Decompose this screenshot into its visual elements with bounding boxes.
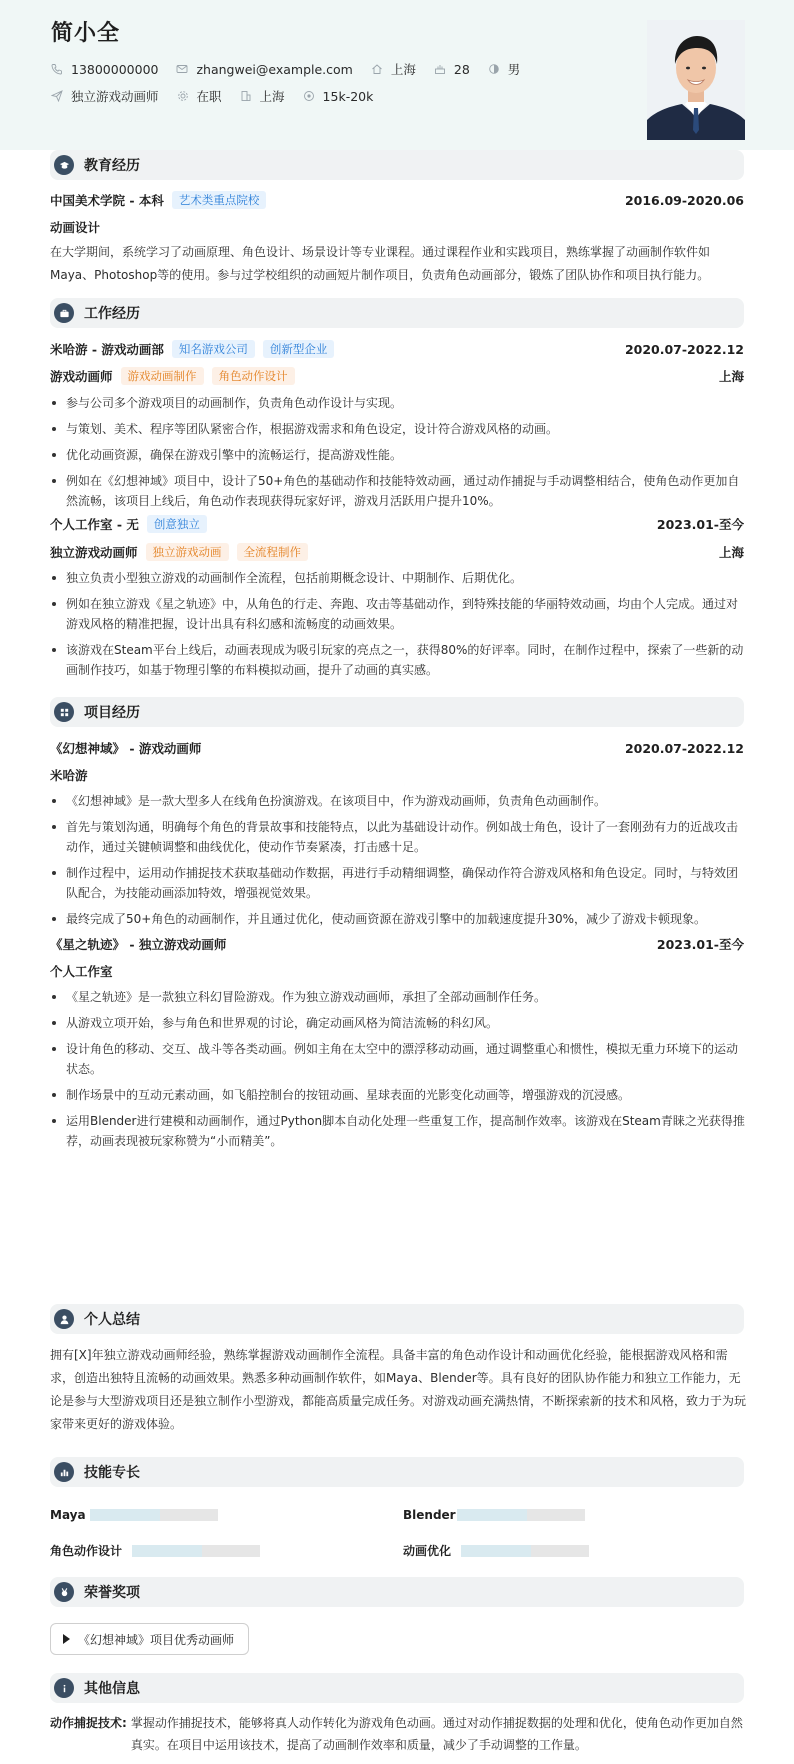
role-tag: 全流程制作 (237, 543, 309, 561)
work-location: 上海 (718, 369, 744, 384)
city-item (371, 60, 416, 78)
project-bullets-1 (50, 791, 746, 935)
skill-name: 角色动作设计 (50, 1544, 123, 1558)
education-desc: 在大学期间，系统学习了动画原理、角色设计、场景设计等专业课程。通过课程作业和实践项目，熟练掌握了动画制作软件如Maya、Photoshop等的使用。参与过学校组织的动画短片制作项目，负责角色动画部分，锻炼了团队协作和项目执行能力。 (50, 245, 711, 282)
section-title: 工作经历 (84, 306, 140, 322)
section-title: 项目经历 (84, 705, 140, 721)
skill-bar-fill (457, 1509, 527, 1521)
work-row-1 (50, 340, 744, 358)
building-icon (240, 90, 252, 102)
skill-bar (457, 1509, 585, 1521)
project-title: 《星之轨迹》 - 独立游戏动画师 (50, 937, 227, 952)
skill-name: Blender (403, 1508, 456, 1522)
medal-icon (54, 1582, 74, 1602)
major: 动画设计 (50, 220, 101, 235)
other-label: 动作捕捉技术: (50, 1716, 127, 1730)
phone-icon (51, 63, 63, 75)
work-date: 2023.01-至今 (656, 517, 744, 532)
list-item: 独立负责小型独立游戏的动画制作全流程，包括前期概念设计、中期制作、后期优化。 (50, 568, 746, 588)
company-name: 米哈游 - 游戏动画部 (50, 342, 164, 357)
section-other (50, 1673, 744, 1703)
section-title: 技能专长 (84, 1465, 140, 1481)
role-tag: 独立游戏动画 (146, 543, 229, 561)
award-item[interactable] (50, 1623, 249, 1655)
education-date: 2016.09-2020.06 (624, 192, 744, 208)
list-item: 从游戏立项开始，参与角色和世界观的讨论，确定动画风格为简洁流畅的科幻风。 (50, 1013, 746, 1033)
email-text[interactable]: zhangwei@example.com (196, 61, 353, 77)
work-role-row-2 (50, 543, 744, 561)
section-awards (50, 1577, 744, 1607)
role-tag: 角色动作设计 (212, 367, 295, 385)
company-tag: 创新型企业 (263, 340, 335, 358)
list-item: 该游戏在Steam平台上线后，动画表现成为吸引玩家的亮点之一，获得80%的好评率。同时，在制作过程中，探索了一些新的动画制作技巧，如基于物理引擎的布料模拟动画，提升了动画的真实感。 (50, 640, 746, 680)
skill-bar (132, 1545, 260, 1557)
user-icon (54, 1309, 74, 1329)
project-date: 2020.07-2022.12 (624, 740, 744, 756)
award-text: 《幻想神域》项目优秀动画师 (78, 1632, 235, 1647)
education-row (50, 191, 744, 209)
skill-bar-fill (461, 1545, 531, 1557)
other-text: 掌握动作捕捉技术，能够将真人动作转化为游戏角色动画。通过对动作捕捉数据的处理和优化，使角色动作更加自然真实。在项目中运用该技术，提高了动画制作效率和质量，减少了手动调整的工作量。 (130, 1716, 743, 1752)
skill-name: Maya (50, 1508, 86, 1522)
skill-item (50, 1508, 218, 1522)
role-name: 独立游戏动画师 (50, 545, 138, 560)
play-triangle-icon (63, 1634, 70, 1644)
section-skills (50, 1457, 744, 1487)
skill-name: 动画优化 (403, 1544, 452, 1558)
company-tag: 知名游戏公司 (172, 340, 255, 358)
send-icon (51, 90, 63, 102)
status-text: 在职 (196, 89, 222, 104)
phone-text[interactable]: 13800000000 (71, 61, 159, 77)
list-item: 与策划、美术、程序等团队紧密合作，根据游戏需求和角色设定，设计符合游戏风格的动画。 (50, 419, 746, 439)
skill-bar (461, 1545, 589, 1557)
section-projects (50, 697, 744, 727)
role-tag: 游戏动画制作 (121, 367, 204, 385)
project-org: 米哈游 (50, 768, 88, 783)
list-item: 例如在独立游戏《星之轨迹》中，从角色的行走、奔跑、攻击等基础动作，到特殊技能的华丽特效动画，均由个人完成。通过对游戏风格的精准把握，设计出具有科幻感和流畅度的动画效果。 (50, 594, 746, 634)
list-item: 制作场景中的互动元素动画，如飞船控制台的按钮动画、星球表面的光影变化动画等，增强游戏的沉浸感。 (50, 1085, 746, 1105)
list-item: 运用Blender进行建模和动画制作，通过Python脚本自动化处理一些重复工作，提高制作效率。该游戏在Steam青睐之光获得推荐，动画表现被玩家称赞为“小而精美”。 (50, 1111, 746, 1151)
target-city-item (240, 87, 285, 105)
job-target-item (51, 87, 159, 105)
resume-header (0, 0, 794, 150)
project-title: 《幻想神域》 - 游戏动画师 (50, 741, 202, 756)
list-item: 《星之轨迹》是一款独立科幻冒险游戏。作为独立游戏动画师，承担了全部动画制作任务。 (50, 987, 746, 1007)
project-row-1 (50, 739, 744, 757)
company-tag: 创意独立 (147, 515, 207, 533)
section-title: 其他信息 (84, 1681, 140, 1697)
city-text: 上海 (390, 62, 416, 77)
grid-icon (54, 702, 74, 722)
section-title: 教育经历 (84, 158, 140, 174)
work-location: 上海 (718, 545, 744, 560)
skill-bar-fill (90, 1509, 160, 1521)
list-item: 《幻想神域》是一款大型多人在线角色扮演游戏。在该项目中，作为游戏动画师，负责角色动画制作。 (50, 791, 746, 811)
list-item: 最终完成了50+角色的动画制作，并且通过优化，使动画资源在游戏引擎中的加载速度提升30%，减少了游戏卡顿现象。 (50, 909, 746, 929)
graduation-cap-icon (54, 155, 74, 175)
skill-item (50, 1542, 260, 1559)
gear-icon (177, 90, 189, 102)
candidate-name: 简小全 (51, 21, 121, 46)
cake-icon (434, 63, 446, 75)
company-name: 个人工作室 - 无 (50, 517, 139, 532)
project-date: 2023.01-至今 (656, 937, 744, 952)
list-item: 首先与策划沟通，明确每个角色的背景故事和技能特点，以此为基础设计动作。例如战士角色，设计了一套刚劲有力的近战攻击动作，通过关键帧调整和曲线优化，使动作节奏紧凑，打击感十足。 (50, 817, 746, 857)
job-target-text: 独立游戏动画师 (71, 89, 159, 104)
age-item (434, 62, 470, 77)
other-info (50, 1712, 746, 1756)
work-bullets-1 (50, 393, 746, 517)
mail-icon (176, 63, 188, 75)
avatar (647, 20, 745, 140)
email-item (176, 62, 352, 77)
role-name: 游戏动画师 (50, 369, 113, 384)
work-role-row-1 (50, 367, 744, 385)
list-item: 例如在《幻想神域》项目中，设计了50+角色的基础动作和技能特效动画，通过动作捕捉与手动调整相结合，使角色动作更加自然流畅，该项目上线后，角色动作表现获得玩家好评，游戏月活跃用户提升10%。 (50, 471, 746, 511)
gender-item (488, 60, 521, 78)
summary-text: 拥有[X]年独立游戏动画师经验，熟练掌握游戏动画制作全流程。具备丰富的角色动作设计和动画优化经验，能根据游戏风格和需求，创造出独特且流畅的动画效果。熟悉多种动画制作软件，如Maya、Blender等。具有良好的团队协作能力和独立工作能力，无论是参与大型游戏项目还是独立制作小型游戏，都能高质量完成任务。对游戏动画充满热情，不断探索新的技术和风格，致力于为玩家带来更好的游戏体验。 (50, 1348, 747, 1431)
chart-icon (54, 1462, 74, 1482)
work-bullets-2 (50, 568, 746, 686)
section-work (50, 298, 744, 328)
phone-item (51, 62, 158, 77)
project-org-row-1 (50, 766, 744, 784)
section-title: 个人总结 (84, 1312, 140, 1328)
gender-text: 男 (507, 62, 521, 77)
list-item: 优化动画资源，确保在游戏引擎中的流畅运行，提高游戏性能。 (50, 445, 746, 465)
list-item: 设计角色的移动、交互、战斗等各类动画。例如主角在太空中的漂浮移动动画，通过调整重心和惯性，模拟无重力环境下的运动状态。 (50, 1039, 746, 1079)
status-item (177, 87, 222, 105)
section-summary (50, 1304, 744, 1334)
gender-icon (488, 63, 500, 75)
project-bullets-2 (50, 987, 746, 1157)
project-org-row-2 (50, 962, 744, 980)
target-city-text: 上海 (259, 89, 285, 104)
contact-row (51, 60, 538, 78)
coin-icon (303, 90, 315, 102)
list-item: 制作过程中，运用动作捕捉技术获取基础动作数据，再进行手动精细调整，确保动作符合游戏风格和角色设定。同时，与特效团队配合，为技能动画添加特效，增强视觉效果。 (50, 863, 746, 903)
skill-item (403, 1542, 589, 1559)
job-intent-row (51, 87, 391, 105)
project-org: 个人工作室 (50, 964, 113, 979)
work-row-2 (50, 515, 744, 533)
skill-bar (90, 1509, 218, 1521)
briefcase-icon (54, 303, 74, 323)
skill-bar-fill (132, 1545, 202, 1557)
age-text: 28 (453, 61, 470, 77)
list-item: 参与公司多个游戏项目的动画制作，负责角色动作设计与实现。 (50, 393, 746, 413)
project-row-2 (50, 935, 744, 953)
home-icon (371, 63, 383, 75)
major-row (50, 218, 744, 236)
section-education (50, 150, 744, 180)
info-icon (54, 1678, 74, 1698)
school-tag: 艺术类重点院校 (172, 191, 267, 209)
skill-item (403, 1508, 585, 1522)
salary-text: 15k-20k (322, 88, 374, 104)
work-date: 2020.07-2022.12 (624, 341, 744, 357)
section-title: 荣誉奖项 (84, 1585, 140, 1601)
school-name: 中国美术学院 - 本科 (50, 193, 164, 208)
salary-item (303, 89, 374, 104)
